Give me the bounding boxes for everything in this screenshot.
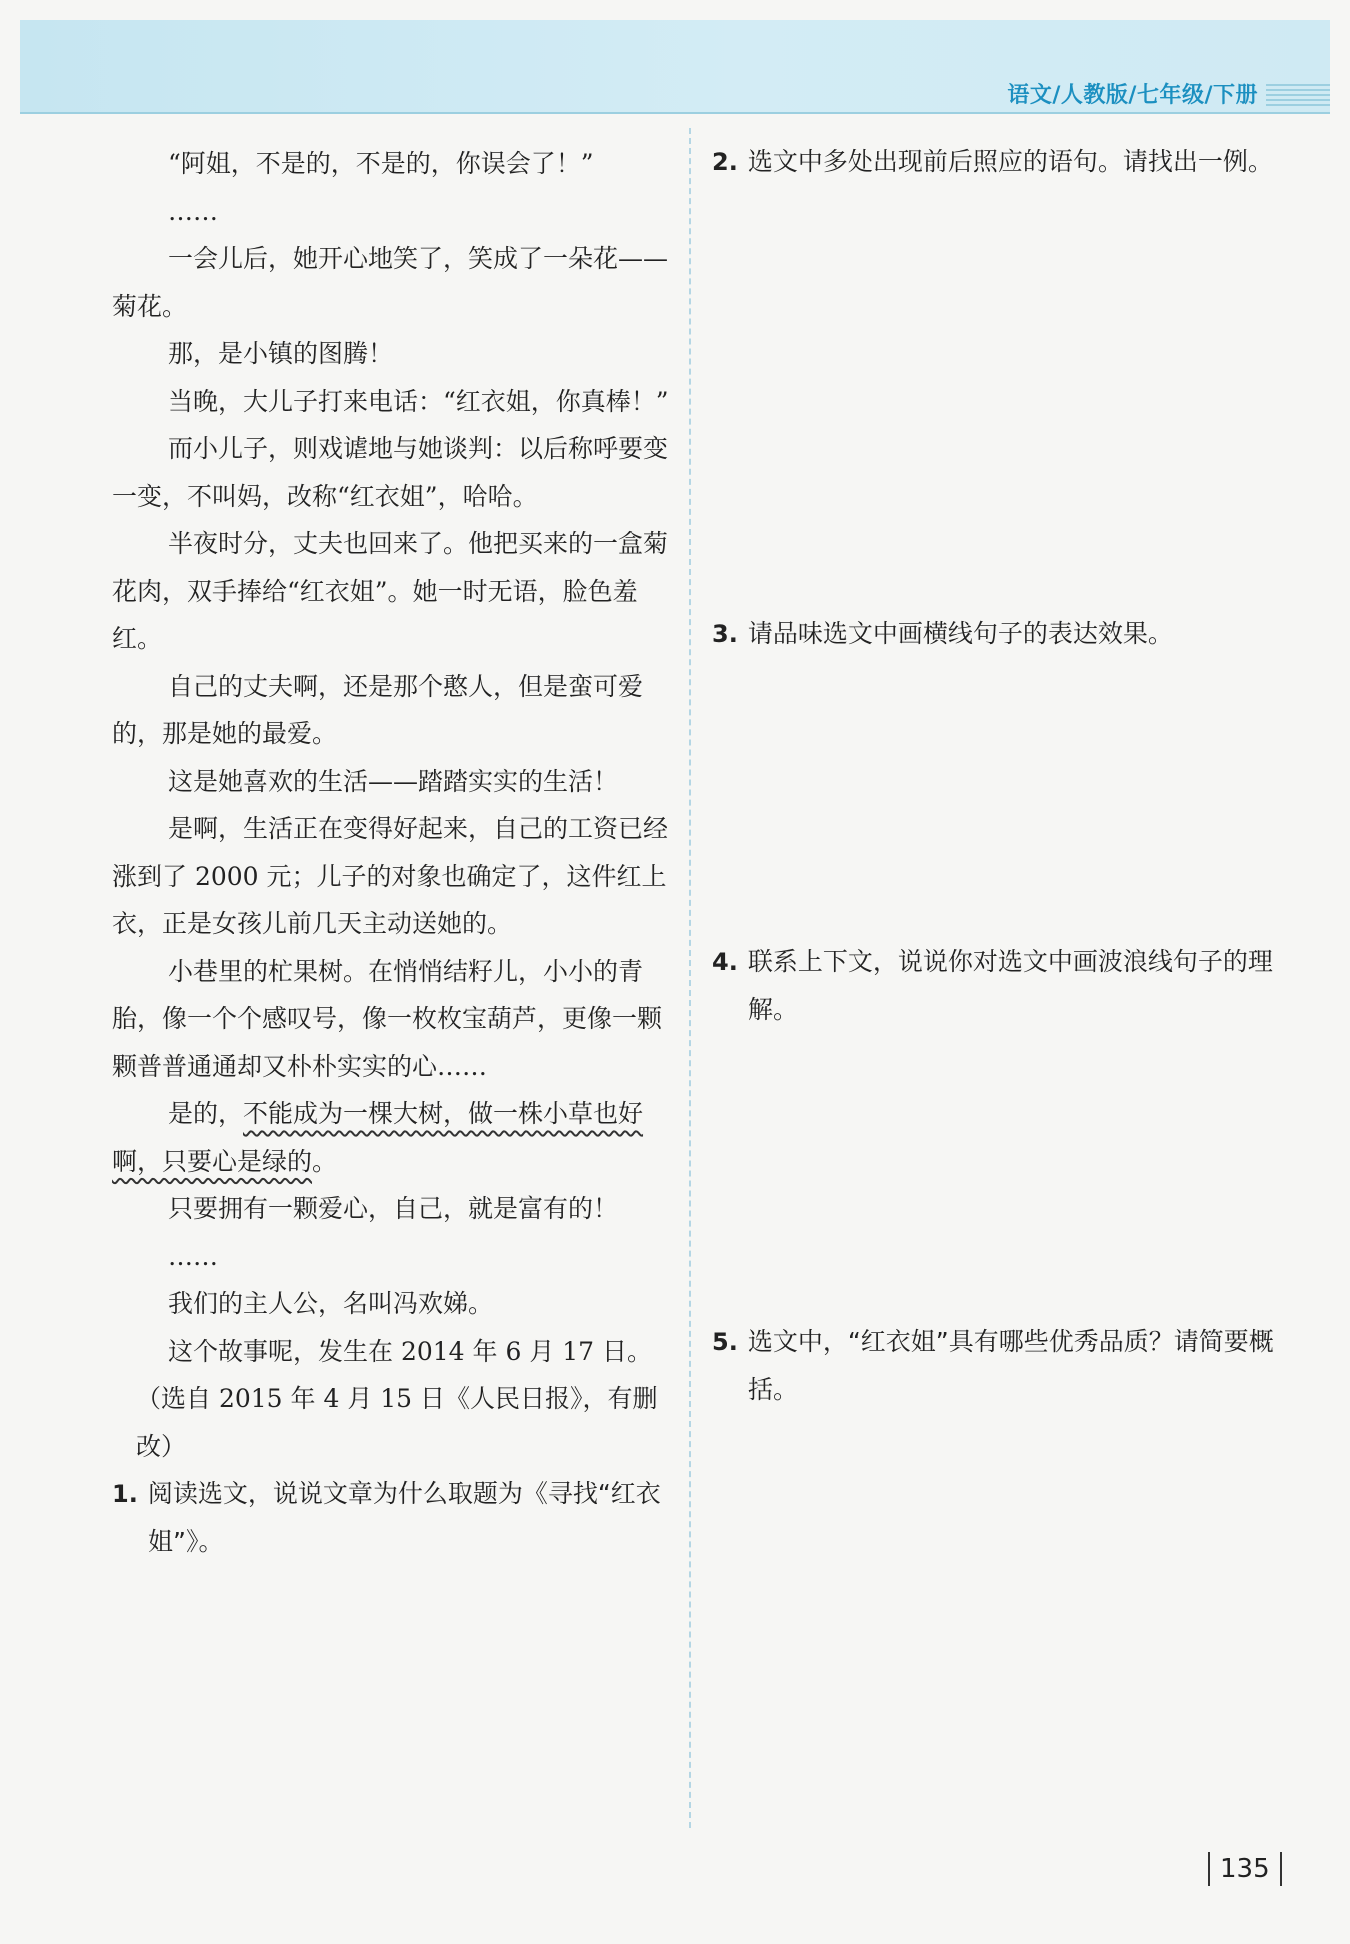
passage-paragraph: 而小儿子，则戏谑地与她谈判：以后称呼要变一变，不叫妈，改称“红衣姐”，哈哈。 [112, 434, 669, 511]
passage-ellipsis: …… [168, 196, 218, 226]
passage-paragraph-wavy [112, 1090, 682, 1185]
question-text: 选文中多处出现前后照应的语句。请找出一例。 [747, 147, 1273, 176]
passage-paragraph: 只要拥有一颗爱心，自己，就是富有的！ [168, 1194, 619, 1223]
question-2 [712, 138, 1290, 186]
passage-paragraph: “阿姐，不是的，不是的，你误会了！” [168, 149, 594, 178]
passage-paragraph: 自己的丈夫啊，还是那个憨人，但是蛮可爱的，那是她的最爱。 [112, 671, 644, 748]
page-number: 135 [1208, 1852, 1282, 1886]
passage-paragraph: 我们的主人公，名叫冯欢娣。 [168, 1289, 494, 1318]
passage-paragraph: 是啊，生活正在变得好起来，自己的工资已经涨到了 2000 元；儿子的对象也确定了，这件红上衣，正是女孩儿前几天主动送她的。 [112, 814, 669, 938]
question-3 [712, 610, 1290, 658]
passage-paragraph: 小巷里的杧果树。在悄悄结籽儿，小小的青胎，像一个个感叹号，像一枚枚宝葫芦，更像一颗颗普普通通却又朴朴实实的心…… [112, 956, 663, 1081]
question-number: 2. [712, 148, 738, 176]
passage-paragraph: 当晚，大儿子打来电话：“红衣姐，你真棒！” [168, 386, 669, 416]
question-5 [712, 1318, 1290, 1413]
question-number: 5. [712, 1328, 738, 1356]
passage-source: （选自 2015 年 4 月 15 日《人民日报》，有删改） [136, 1384, 658, 1461]
question-number: 3. [712, 620, 738, 648]
wavy-underlined-sentence: 不能成为一棵大树，做一株小草也好啊，只要心是绿的 [112, 1099, 644, 1176]
question-text: 联系上下文，说说你对选文中画波浪线句子的理解。 [747, 947, 1273, 1024]
text-segment: 是的， [168, 1099, 244, 1128]
question-1 [112, 1470, 682, 1565]
header-hatch-decoration [1266, 84, 1330, 106]
passage-paragraph: 半夜时分，丈夫也回来了。他把买来的一盒菊花肉，双手捧给“红衣姐”。她一时无语，脸色羞红。 [112, 529, 669, 653]
passage-column [112, 140, 682, 1565]
question-text: 选文中，“红衣姐”具有哪些优秀品质？请简要概括。 [747, 1327, 1274, 1404]
header-rule [20, 112, 1330, 114]
header-title: 语文/人教版/七年级/下册 [1007, 83, 1258, 108]
passage-paragraph: 这个故事呢，发生在 2014 年 6 月 17 日。 [168, 1336, 653, 1366]
passage-paragraph: 一会儿后，她开心地笑了，笑成了一朵花——菊花。 [112, 244, 669, 321]
text-segment: 。 [312, 1146, 338, 1176]
passage-ellipsis: …… [168, 1241, 218, 1271]
question-number: 1. [112, 1480, 138, 1508]
question-number: 4. [712, 948, 738, 976]
passage-paragraph: 这是她喜欢的生活——踏踏实实的生活！ [168, 766, 619, 796]
question-text: 请品味选文中画横线句子的表达效果。 [747, 619, 1173, 648]
column-divider [689, 128, 691, 1828]
question-4 [712, 938, 1290, 1033]
question-text: 阅读选文，说说文章为什么取题为《寻找“红衣姐”》。 [147, 1479, 661, 1556]
passage-paragraph: 那，是小镇的图腾！ [168, 339, 394, 368]
